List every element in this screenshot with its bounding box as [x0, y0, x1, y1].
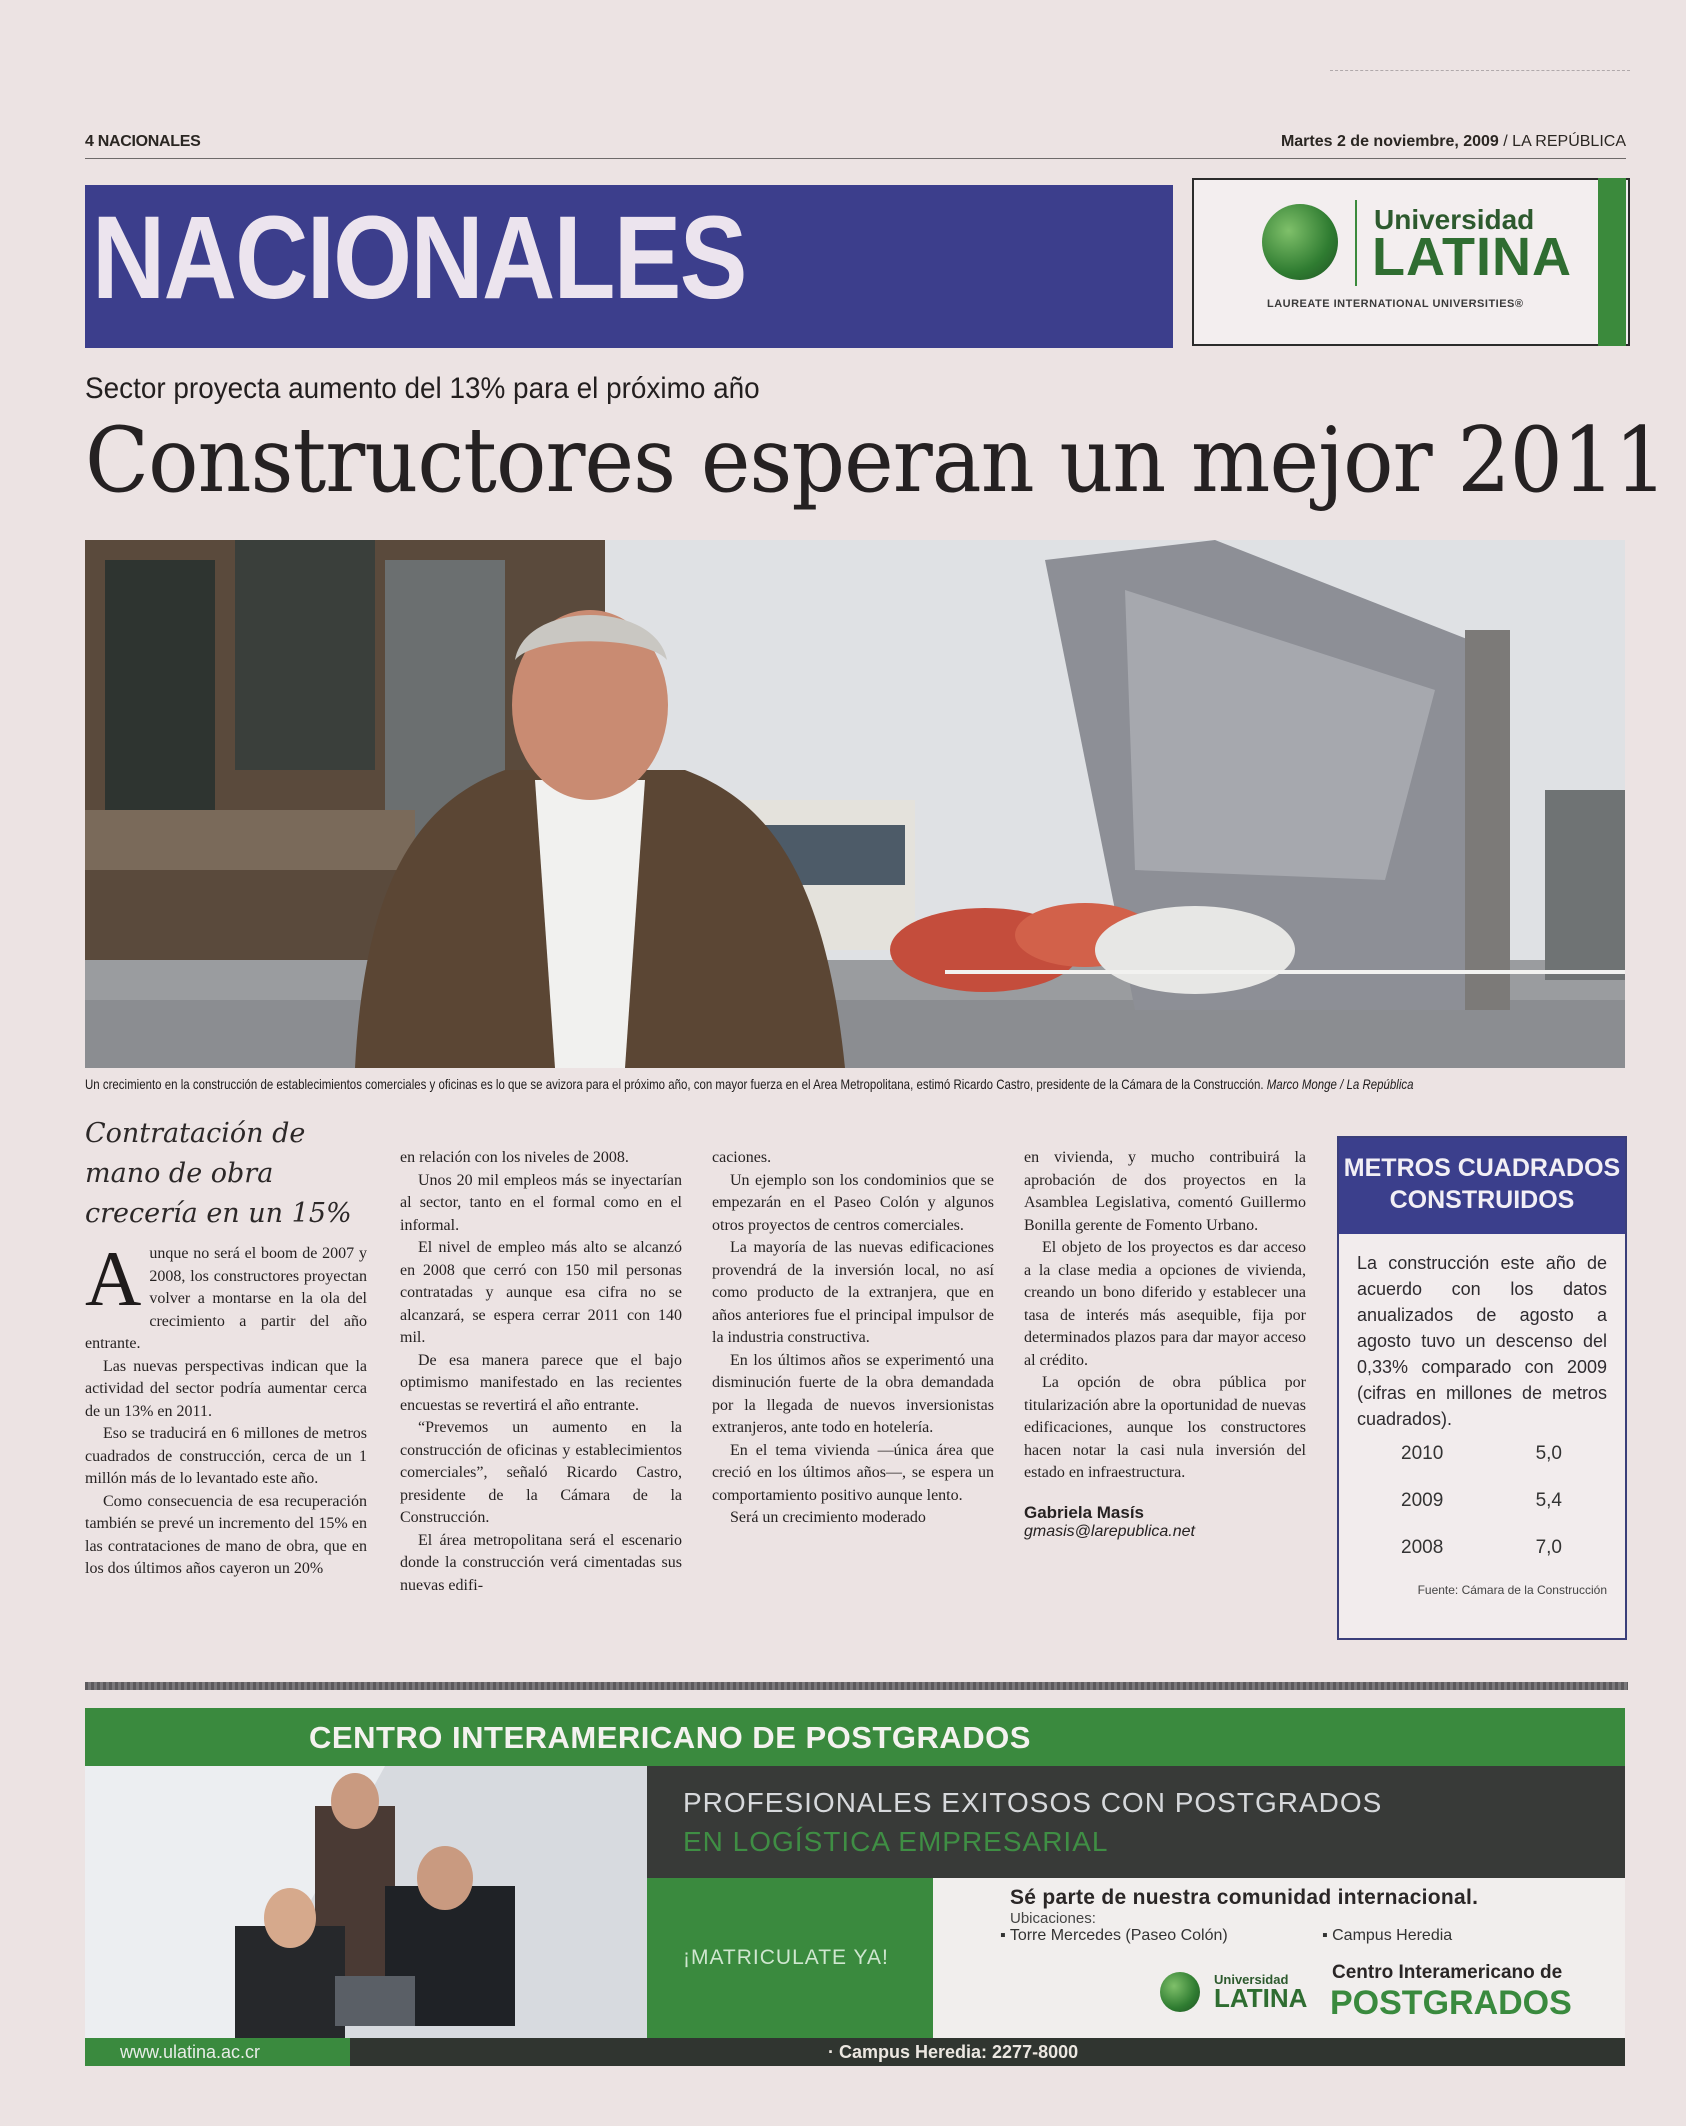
byline	[1024, 1503, 1306, 1541]
author-email[interactable]: gmasis@larepublica.net	[1024, 1522, 1195, 1540]
article-paragraph: Un ejemplo son los condominios que se empezarán en el Paseo Colón y algunos otros proyectos de centros comerciales.	[712, 1171, 994, 1234]
publication-name: / LA REPÚBLICA	[1498, 133, 1626, 150]
ad-url[interactable]: www.ulatina.ac.cr	[120, 2042, 261, 2062]
article-paragraph: en relación con los niveles de 2008.	[400, 1149, 629, 1166]
article-paragraph: Será un crecimiento moderado	[730, 1509, 926, 1526]
article-column-4	[1024, 1147, 1306, 1541]
sidebar-table	[1400, 1430, 1580, 1571]
paragraph-text: unque no será el boom de 2007 y 2008, los constructores proyectan volver a montarse en la ola del crecimiento a partir del año entrante.	[85, 1245, 367, 1352]
article-paragraph: El objeto de los proyectos es dar acceso a la clase media a opciones de vivienda, creando un bono diferido y establecer una tasa de interés más asequible, fija por determinados plazos para dar mayor acceso al crédito.	[1024, 1239, 1306, 1369]
photo-caption	[85, 1076, 1414, 1092]
article-paragraph: El nivel de empleo más alto se alcanzó en 2008 que cerró con 150 mil personas contratadas y aunque esa cifra no se alcanzará, se espera cerrar 2011 con 140 mil.	[400, 1239, 682, 1346]
sidebar-source: Fuente: Cámara de la Construcción	[1417, 1583, 1607, 1597]
table-row	[1400, 1524, 1580, 1571]
table-year: 2010	[1401, 1442, 1444, 1464]
sponsor-name-line1: Universidad	[1374, 204, 1535, 235]
issue-date: Martes 2 de noviembre, 2009	[1280, 133, 1499, 150]
sponsor-tagline: LAUREATE INTERNATIONAL UNIVERSITIES®	[1267, 298, 1524, 310]
article-paragraph: En el tema vivienda —única área que creció en los últimos años—, se espera un comportamiento positivo aunque lento.	[712, 1441, 994, 1504]
sponsor-divider	[1355, 200, 1357, 286]
article-paragraph: En los últimos años se experimentó una disminución fuerte de la obra demandada por la llegada de nuevos inversionistas extranjeros, ante todo en hotelería.	[712, 1351, 994, 1436]
margin-scribble	[1330, 70, 1630, 77]
article-paragraph: Eso se traducirá en 6 millones de metros cuadrados de construcción, cerca de un 1 millón más de lo levantado este año.	[85, 1425, 367, 1487]
ad-location-1: ▪ Torre Mercedes (Paseo Colón)	[1000, 1927, 1228, 1944]
ad-photo	[85, 1766, 647, 2038]
sponsor-name-line2: LATINA	[1372, 227, 1572, 287]
ad-title: CENTRO INTERAMERICANO DE POSTGRADOS	[309, 1720, 1031, 1755]
article-paragraph: La opción de obra pública por titularización abre la oportunidad de nuevas edificaciones, aunque los constructores hacen notar la casi nula inversión del estado en infraestructura.	[1024, 1374, 1306, 1481]
article-paragraph: “Prevemos un aumento en la construcción de oficinas y establecimientos comerciales”, señaló Ricardo Castro, presidente de la Cámara de la Construcción.	[400, 1419, 682, 1526]
ad-cta: ¡MATRICULATE YA!	[683, 1946, 889, 1969]
table-value: 5,0	[1535, 1442, 1562, 1464]
article-photo	[85, 540, 1625, 1068]
article-paragraph: en vivienda, y mucho contribuirá la aprobación de dos proyectos en la Asamblea Legislativa, comentó Guillermo Bonilla gerente de Fomento Urbano.	[1024, 1149, 1306, 1234]
article-paragraph: De esa manera parece que el bajo optimismo manifestado en las recientes encuestas se revertirá el año entrante.	[400, 1351, 682, 1414]
article-column-2	[400, 1147, 682, 1597]
ad-locations-label: Ubicaciones:	[1010, 1910, 1096, 1927]
table-row	[1400, 1430, 1580, 1477]
globe-icon	[1160, 1972, 1200, 2012]
article-paragraph: caciones.	[712, 1149, 772, 1166]
article-paragraph: Unos 20 mil empleos más se inyectarían al sector, tanto en el formal como en el informal.	[400, 1171, 682, 1234]
table-row	[1400, 1477, 1580, 1524]
article-column-3	[712, 1147, 994, 1530]
date-line	[1281, 133, 1626, 151]
table-value: 7,0	[1535, 1536, 1562, 1558]
ad-phone: · Campus Heredia: 2277-8000	[828, 2042, 1079, 2062]
ad-headline-line1: PROFESIONALES EXITOSOS CON POSTGRADOS	[683, 1787, 1383, 1818]
article-headline: Constructores esperan un mejor 2011	[85, 408, 1667, 513]
sponsor-accent-bar	[1598, 178, 1626, 346]
article-column-1	[85, 1235, 367, 1581]
ad-centro-line1: Centro Interamericano de	[1332, 1962, 1563, 1983]
header-rule	[85, 158, 1626, 159]
sidebar-text: La construcción este año de acuerdo con los datos anualizados de agosto a agosto tuvo un descenso del 0,33% comparado con 2009 (cifras en millones de metros cuadrados).	[1357, 1253, 1607, 1429]
article-paragraph	[85, 1235, 367, 1356]
page-label: 4 NACIONALES	[85, 133, 201, 150]
article-paragraph: Como consecuencia de esa recuperación también se prevé un incremento del 15% en las contrataciones de mano de obra, que en los dos últimos años cayeron un 20%	[85, 1492, 367, 1577]
globe-icon	[1262, 204, 1338, 280]
caption-text: Un crecimiento en la construcción de establecimientos comerciales y oficinas es lo que se avizora para el próximo año, con mayor fuerza en el Area Metropolitana, estimó Ricardo Castro, presidente de la Cámara de la Construcción.	[85, 1076, 1267, 1092]
ad-photo-illustration	[85, 1766, 647, 2038]
section-title: NACIONALES	[92, 192, 746, 324]
photo-illustration	[85, 540, 1625, 1068]
table-value: 5,4	[1535, 1489, 1562, 1511]
ad-uni-line1: Universidad	[1214, 1972, 1289, 1987]
author-name: Gabriela Masís	[1024, 1502, 1145, 1522]
ad-headline-line2: EN LOGÍSTICA EMPRESARIAL	[683, 1826, 1109, 1857]
ad-separator	[85, 1682, 1628, 1690]
sidebar-title: METROS CUADRADOS CONSTRUIDOS	[1339, 1138, 1625, 1234]
table-year: 2009	[1401, 1489, 1444, 1511]
ad-community-text: Sé parte de nuestra comunidad internacional.	[1010, 1886, 1479, 1909]
article-paragraph: El área metropolitana será el escenario donde la construcción verá cimentadas sus nuevas edifi-	[400, 1531, 682, 1594]
article-paragraph: Las nuevas perspectivas indican que la actividad del sector podría aumentar cerca de un 13% en 2011.	[85, 1357, 367, 1420]
photo-credit: Marco Monge / La República	[1266, 1076, 1414, 1092]
drop-cap: A	[85, 1235, 142, 1322]
ad-centro-line2: POSTGRADOS	[1330, 1984, 1572, 2022]
article-subhead: Contratación de mano de obra crecería en un 15%	[85, 1118, 352, 1229]
ad-uni-line2: LATINA	[1214, 1983, 1308, 2013]
article-paragraph: La mayoría de las nuevas edificaciones provendrá de la inversión local, no así como producto de la extranjera, que en años anteriores fue el principal impulsor de la industria constructiva.	[712, 1239, 994, 1346]
ad-headline-panel	[647, 1766, 1625, 1878]
table-year: 2008	[1401, 1536, 1444, 1558]
article-kicker: Sector proyecta aumento del 13% para el próximo año	[85, 372, 760, 405]
ad-location-2: ▪ Campus Heredia	[1322, 1927, 1453, 1944]
